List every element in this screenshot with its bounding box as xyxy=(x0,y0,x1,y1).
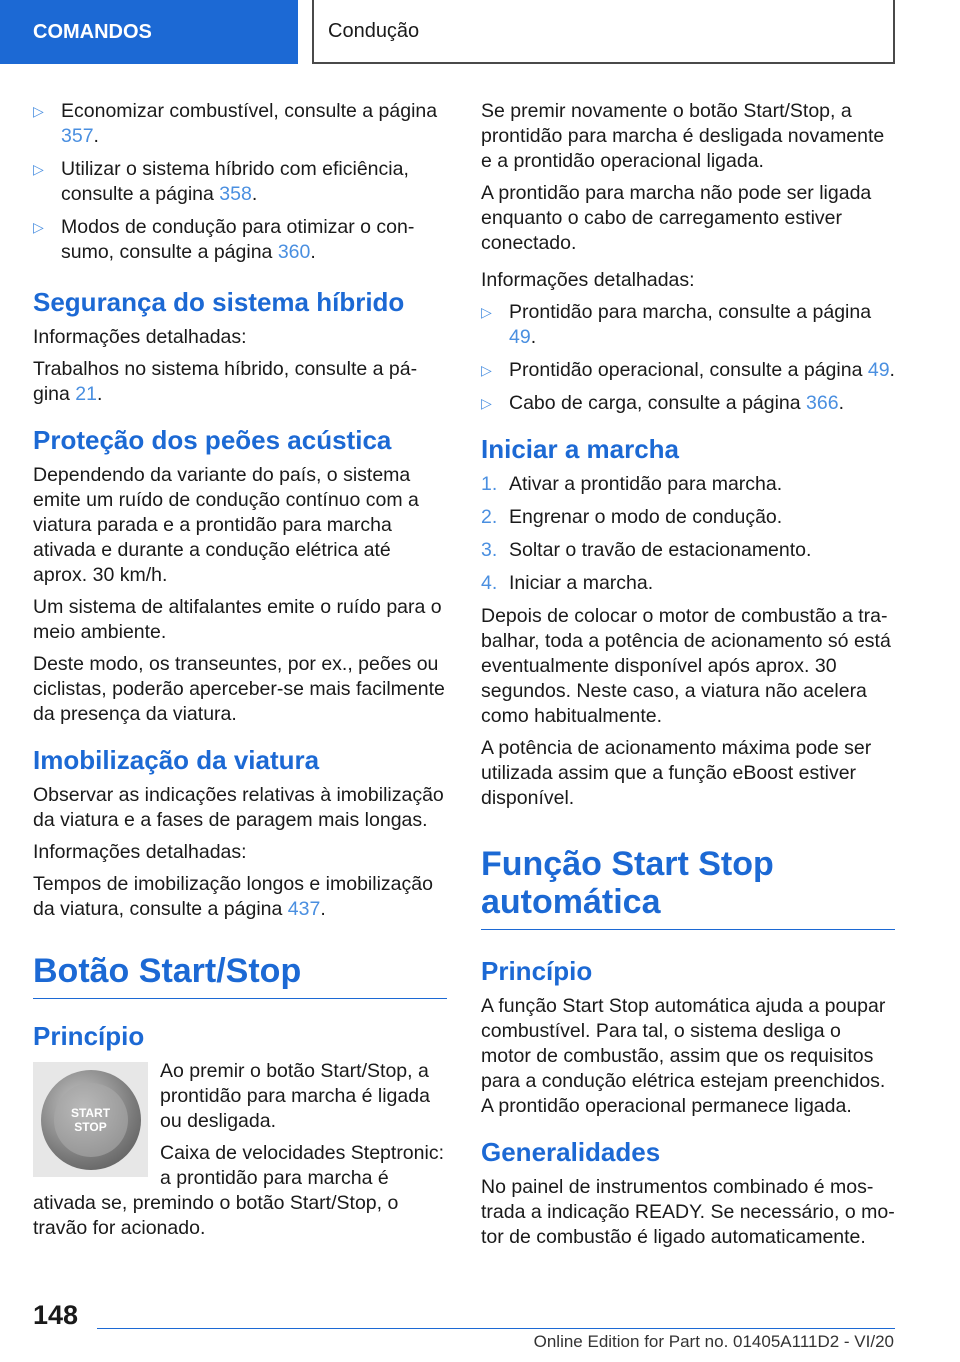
section-heading: Generalidades xyxy=(481,1137,661,1167)
triangle-bullet-icon: ▷ xyxy=(33,161,44,177)
list-item: 2. Engrenar o modo de condução. xyxy=(481,506,783,528)
page-link[interactable]: 437 xyxy=(287,898,321,920)
page-link[interactable]: 49 xyxy=(509,326,531,348)
section-heading: Imobilização da viatura xyxy=(33,745,320,775)
step-number: 4. xyxy=(481,572,498,594)
paragraph: Deste modo, os transeuntes, por ex., peões ou ciclistas, poderão aperceber-se mais facilmente da presença da viatura. xyxy=(33,653,445,725)
page-number: 148 xyxy=(33,1300,79,1330)
triangle-bullet-icon: ▷ xyxy=(33,103,44,119)
page-link[interactable]: 21 xyxy=(75,383,97,405)
section-heading: Segurança do sistema híbrido xyxy=(33,287,405,317)
paragraph: Tempos de imobilização longos e imobilização da viatura, consulte a página 437. xyxy=(33,873,433,920)
list-item: ▷ Economizar combustível, consulte a página 357. xyxy=(33,100,438,147)
page-link[interactable]: 366 xyxy=(806,392,839,414)
triangle-bullet-icon: ▷ xyxy=(481,304,492,320)
page-link[interactable]: 360 xyxy=(277,241,311,263)
chapter-heading: Botão Start/Stop xyxy=(33,952,447,999)
list-item: 4. Iniciar a marcha. xyxy=(481,572,654,594)
page-link[interactable]: 357 xyxy=(61,125,94,147)
paragraph: Depois de colocar o motor de combustão a trabalhar, toda a potência de acionamento só está eventualmente disponível após aprox. 30 segundos. Neste caso, a viatura não acelera como habitualmente. xyxy=(481,605,891,727)
list-item: ▷ Prontidão operacional, consulte a página 49. xyxy=(481,359,895,381)
paragraph: Observar as indicações relativas à imobilização da viatura e a fases de paragem mais longas. xyxy=(33,784,444,831)
paragraph: A prontidão para marcha não pode ser ligada enquanto o cabo de carregamento estiver conectado. xyxy=(481,182,872,254)
list-item: 3. Soltar o travão de estacionamento. xyxy=(481,539,812,561)
paragraph: Informações detalhadas: xyxy=(33,326,247,348)
list-item: ▷ Utilizar o sistema híbrido com eficiência, consulte a página 358. xyxy=(33,158,409,205)
section-heading: Princípio xyxy=(33,1021,145,1051)
paragraph: Caixa de velocidades Steptronic: a prontidão para marcha é ativada se, premindo o botão Start/Stop, o travão for acionado. xyxy=(33,1142,444,1239)
step-number: 2. xyxy=(481,506,498,528)
page-link[interactable]: 358 xyxy=(219,183,252,205)
section-heading: Princípio xyxy=(481,956,593,986)
section-heading: Iniciar a marcha xyxy=(481,434,679,464)
start-stop-button-image xyxy=(33,1062,148,1177)
triangle-bullet-icon: ▷ xyxy=(481,395,492,411)
header-chapter-title: Condução xyxy=(312,0,895,64)
step-number: 3. xyxy=(481,539,498,561)
right-column xyxy=(481,99,895,1257)
paragraph: No painel de instrumentos combinado é mostrada a indicação READY. Se necessário, o motor de combustão é ligado automaticamente. xyxy=(481,1176,895,1248)
start-stop-button-icon: START STOP xyxy=(41,1070,141,1170)
left-column xyxy=(33,99,447,1248)
footer-edition: Online Edition for Part no. 01405A111D2 - VI/20 xyxy=(533,1332,894,1351)
triangle-bullet-icon: ▷ xyxy=(481,362,492,378)
section-heading: Proteção dos peões acústica xyxy=(33,425,392,455)
paragraph: Informações detalhadas: xyxy=(33,841,247,863)
list-item: ▷ Prontidão para marcha, consulte a página 49. xyxy=(481,301,872,348)
paragraph: Se premir novamente o botão Start/Stop, a prontidão para marcha é desligada novamente e a prontidão operacional ligada. xyxy=(481,100,885,172)
paragraph: Dependendo da variante do país, o sistema emite um ruído de condução contínuo com a viatura parada e a prontidão para marcha ativada e durante a condução elétrica até aprox. 30 km/h. xyxy=(33,464,419,586)
list-item: ▷ Cabo de carga, consulte a página 366. xyxy=(481,392,845,414)
paragraph: A potência de acionamento máxima pode ser utilizada assim que a função eBoost estiver disponível. xyxy=(481,737,872,809)
paragraph: Informações detalhadas: xyxy=(481,269,695,291)
paragraph: Trabalhos no sistema híbrido, consulte a página 21. xyxy=(33,358,418,405)
triangle-bullet-icon: ▷ xyxy=(33,219,44,235)
paragraph: Um sistema de altifalantes emite o ruído para o meio ambiente. xyxy=(33,596,442,643)
list-item: ▷ Modos de condução para otimizar o consumo, consulte a página 360. xyxy=(33,216,415,263)
footer-divider xyxy=(97,1328,895,1329)
page-link[interactable]: 49 xyxy=(867,359,890,381)
list-item: 1. Ativar a prontidão para marcha. xyxy=(481,473,783,495)
principle-block xyxy=(33,1059,447,1241)
paragraph: A função Start Stop automática ajuda a poupar combustível. Para tal, o sistema desliga o motor de combustão, assim que os requisitos para a condução elétrica estejam preenchidos. A prontidão operacional permanece ligada. xyxy=(481,995,886,1117)
step-number: 1. xyxy=(481,473,498,495)
paragraph: Ao premir o botão Start/Stop, a prontidão para marcha é ligada ou desligada. xyxy=(160,1060,430,1132)
header-section-tab: COMANDOS xyxy=(0,0,298,64)
chapter-heading: Função Start Stop automática xyxy=(481,845,895,930)
